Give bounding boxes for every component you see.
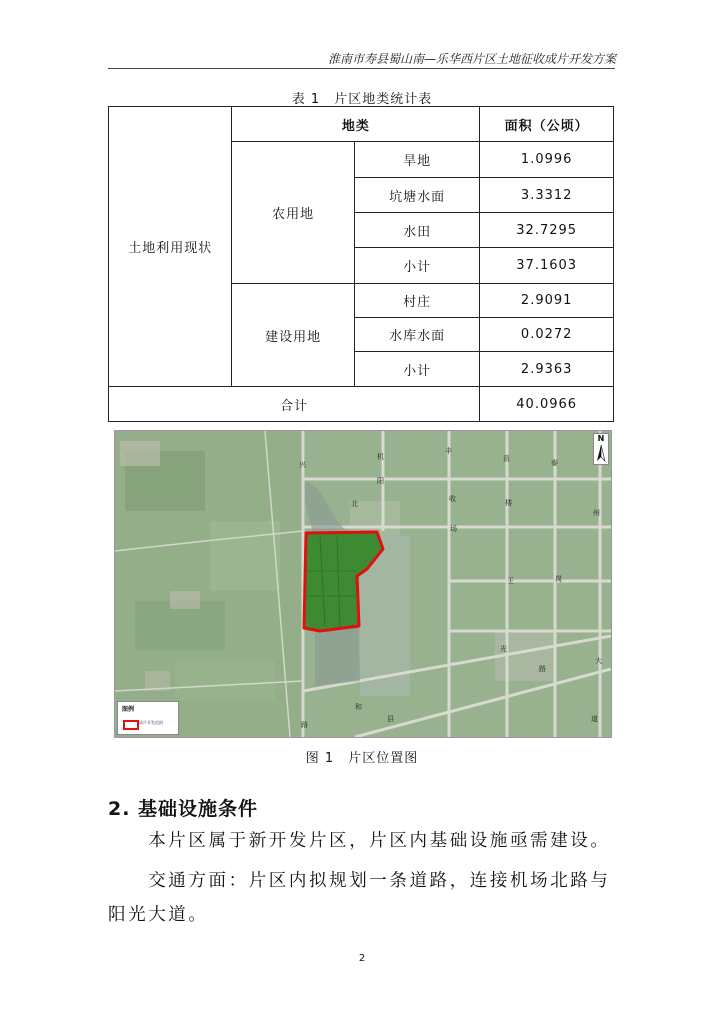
legend-swatch xyxy=(123,720,139,730)
road-label: 路 xyxy=(301,721,308,729)
map-legend xyxy=(117,701,179,735)
row-type: 小计 xyxy=(354,248,479,284)
row-type: 水田 xyxy=(354,213,479,248)
road-label: 兴 xyxy=(299,461,306,469)
row-area: 3.3312 xyxy=(480,178,614,213)
row-area: 37.1603 xyxy=(480,248,614,284)
section-title: 2. 基础设施条件 xyxy=(108,798,259,820)
legend-label: 成片开发范围 xyxy=(139,720,163,725)
road-label: 丰 xyxy=(445,447,452,455)
row-area: 32.7295 xyxy=(480,213,614,248)
road-labels xyxy=(115,431,611,737)
land-stats-table xyxy=(108,106,614,422)
road-label: 泰 xyxy=(551,459,558,467)
legend-title: 图例 xyxy=(122,706,135,713)
road-label: 县 xyxy=(387,715,394,723)
row-type: 旱地 xyxy=(354,142,479,178)
col-header-area: 面积（公顷） xyxy=(480,107,614,142)
road-label: 收 xyxy=(449,495,456,503)
north-label: N xyxy=(597,434,605,443)
road-label: 北 xyxy=(351,500,358,508)
group-label: 建设用地 xyxy=(232,284,354,387)
road-label: 楼 xyxy=(505,499,512,507)
paragraph: 本片区属于新开发片区，片区内基础设施亟需建设。 xyxy=(108,831,611,851)
figure-caption: 图 1 片区位置图 xyxy=(305,751,419,766)
header-rule xyxy=(108,68,615,69)
row-type: 小计 xyxy=(354,352,479,387)
road-label: 州 xyxy=(593,509,600,517)
row-type: 村庄 xyxy=(354,284,479,318)
page-number: 2 xyxy=(358,953,366,964)
location-map xyxy=(114,430,612,738)
row-type: 坑塘水面 xyxy=(354,178,479,213)
table-caption: 表 1 片区地类统计表 xyxy=(291,92,433,107)
north-arrow-icon xyxy=(594,434,608,464)
road-label: 王 xyxy=(507,577,514,585)
road-label: 阳 xyxy=(377,477,384,485)
row-area: 0.0272 xyxy=(480,318,614,352)
row-area: 2.9091 xyxy=(480,284,614,318)
document-header: 淮南市寿县蜀山南—乐华西片区土地征收成片开发方案 xyxy=(327,52,616,66)
road-label: 场 xyxy=(450,525,457,533)
road-label: 道 xyxy=(591,715,598,723)
total-area: 40.0966 xyxy=(480,387,614,422)
road-label: 和 xyxy=(355,703,362,711)
road-label: 路 xyxy=(539,665,546,673)
paragraph: 交通方面：片区内拟规划一条道路，连接机场北路与阳光大道。 xyxy=(108,871,611,925)
road-label: 岗 xyxy=(555,575,562,583)
group-label: 农用地 xyxy=(232,142,354,284)
north-arrow xyxy=(593,433,609,465)
road-label: 大 xyxy=(595,657,602,665)
row-area: 1.0996 xyxy=(480,142,614,178)
land-status-cell: 土地利用现状 xyxy=(109,107,232,387)
row-type: 水库水面 xyxy=(354,318,479,352)
road-label: 机 xyxy=(377,453,384,461)
road-label: 光 xyxy=(500,645,507,653)
col-header-category: 地类 xyxy=(232,107,480,142)
road-label: 资 xyxy=(503,455,510,463)
row-area: 2.9363 xyxy=(480,352,614,387)
total-label: 合计 xyxy=(109,387,480,422)
